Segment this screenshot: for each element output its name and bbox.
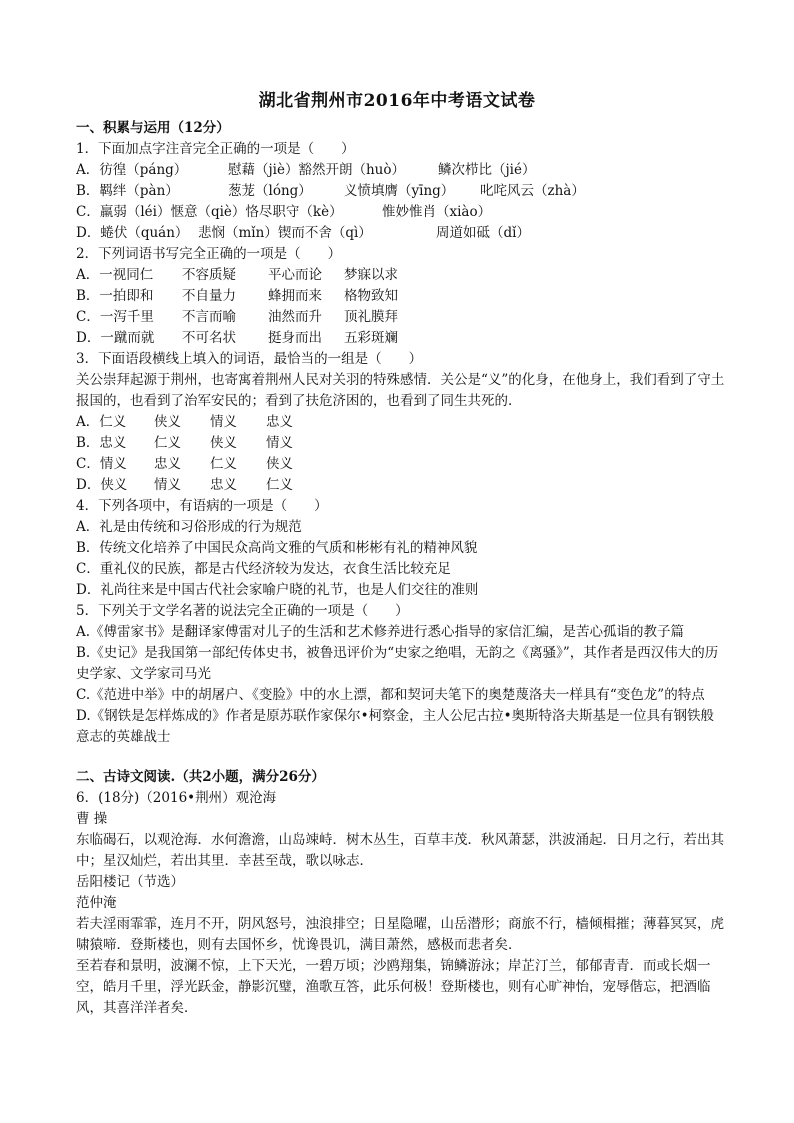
option-part: 忠义	[266, 414, 293, 430]
option-part: 仁义	[266, 477, 293, 493]
prose-paragraph-1: 若夫淫雨霏霏，连月不开，阴风怒号，浊浪排空；日星隐曜，山岳潜形；商旅不行，樯倾楫摧；薄暮冥冥，虎啸猿啼．登斯楼也，则有去国怀乡，忧谗畏讥，满目萧然，感极而悲者矣．	[76, 916, 724, 953]
option-part: 悲悯（mǐn）锲而不舍（qì）	[198, 225, 372, 241]
option-part: A．一视同仁	[76, 267, 154, 283]
section-heading-1: 一、积累与运用（12分）	[76, 120, 230, 136]
option-part: D．蜷伏（quán）	[76, 225, 189, 241]
option-part: 格物致知	[344, 288, 398, 304]
option-part: 不容质疑	[182, 267, 236, 283]
option-part: 仁义	[210, 456, 237, 472]
question-4-option-c: C．重礼仪的民族，都是古代经济较为发达，衣食生活比较充足	[76, 561, 451, 577]
option-part: 侠义	[266, 456, 293, 472]
option-part: 忠义	[154, 456, 181, 472]
option-part: 仁义	[154, 435, 181, 451]
option-part: 不可名状	[182, 330, 236, 346]
question-3-stem: 3．下面语段横线上填入的词语，最恰当的一组是（ ）	[76, 351, 423, 367]
option-part: 侠义	[210, 435, 237, 451]
section-heading-2: 二、古诗文阅读.（共2小题，满分26分）	[76, 769, 325, 785]
option-part: 鳞次栉比（jié）	[438, 162, 536, 178]
question-2-option-c	[76, 307, 726, 328]
question-2-option-b	[76, 286, 726, 307]
question-5-stem: 5．下列关于文学名著的说法完全正确的一项是（ ）	[76, 603, 409, 619]
section-spacer	[76, 748, 726, 767]
option-part: 挺身而出	[268, 330, 322, 346]
option-part: 义愤填膺（yīng）	[344, 183, 455, 199]
option-part: A．仁义	[76, 414, 127, 430]
question-4-option-b: B．传统文化培养了中国民众高尚文雅的气质和彬彬有礼的精神风貌	[76, 540, 478, 556]
question-4-option-d: D．礼尚往来是中国古代社会家喻户晓的礼节，也是人们交往的准则	[76, 582, 479, 598]
question-2-option-d	[76, 328, 726, 349]
option-part: 五彩斑斓	[344, 330, 398, 346]
option-part: B．羁绊（pàn）	[76, 183, 179, 199]
option-part: 不自量力	[182, 288, 236, 304]
option-part: A．彷徨（páng）	[76, 162, 188, 178]
question-3-option-d	[76, 475, 726, 496]
option-part: D．侠义	[76, 477, 128, 493]
option-part: 忠义	[210, 477, 237, 493]
prose-paragraph-2: 至若春和景明，波澜不惊，上下天光，一碧万顷；沙鸥翔集，锦鳞游泳；岸芷汀兰，郁郁青青．而或长烟一空，皓月千里，浮光跃金，静影沉璧，渔歌互答，此乐何极！登斯楼也，则有心旷神怡，宠辱偕忘，把酒临风，其喜洋洋者矣．	[76, 958, 711, 1016]
question-5-option-b: B.《史记》是我国第一部纪传体史书，被鲁迅评价为“史家之绝唱，无韵之《离骚》”，其作者是西汉伟大的历史学家、文学家司马光	[76, 645, 719, 682]
question-3-option-b	[76, 433, 726, 454]
option-part: 葱茏（lóng）	[228, 183, 312, 199]
option-part: B．忠义	[76, 435, 127, 451]
question-5-option-a: A.《傅雷家书》是翻译家傅雷对儿子的生活和艺术修养进行悉心指导的家信汇编，是苦心孤诣的教子篇	[76, 624, 685, 640]
question-2-stem: 2．下列词语书写完全正确的一项是（ ）	[76, 246, 342, 262]
option-part: 情义	[210, 414, 237, 430]
option-part: 蜂拥而来	[268, 288, 322, 304]
option-part: 顶礼膜拜	[344, 309, 398, 325]
question-3-option-c	[76, 454, 726, 475]
page-title: 湖北省荆州市2016年中考语文试卷	[258, 91, 536, 111]
question-1-option-c	[76, 202, 726, 223]
option-part: 不言而喻	[182, 309, 236, 325]
question-4-stem: 4．下列各项中，有语病的一项是（ ）	[76, 498, 328, 514]
option-part: 叱咤风云（zhà）	[480, 183, 585, 199]
question-1-option-a	[76, 160, 726, 181]
question-1-option-b	[76, 181, 726, 202]
option-part: 周道如砥（dǐ）	[436, 225, 530, 241]
question-5-option-d: D.《钢铁是怎样炼成的》作者是原苏联作家保尔•柯察金，主人公尼古拉•奥斯特洛夫斯基是一位具有钢铁般意志的英雄战士	[76, 708, 715, 745]
question-1-option-d	[76, 223, 726, 244]
question-2-option-a	[76, 265, 726, 286]
option-part: D．一蹴而就	[76, 330, 155, 346]
question-3-passage: 关公崇拜起源于荆州，也寄寓着荆州人民对关羽的特殊感情．关公是“义”的化身，在他身上，我们看到了守土报国的，也看到了治军安民的；看到了扶危济困的，也看到了同生共死的．	[76, 372, 725, 409]
option-part: 惟妙惟肖（xiào）	[382, 204, 492, 220]
question-4-option-a: A．礼是由传统和习俗形成的行为规范	[76, 519, 302, 535]
option-part: 慰藉（jiè）豁然开朗（huò）	[228, 162, 406, 178]
option-part: C．一泻千里	[76, 309, 154, 325]
option-part: C．情义	[76, 456, 127, 472]
option-part: C．羸弱（léi）惬意（qiè）恪尽职守（kè）	[76, 204, 343, 220]
question-1-stem: 1．下面加点字注音完全正确的一项是（ ）	[76, 141, 355, 157]
prose-title: 岳阳楼记（节选）	[76, 874, 184, 890]
option-part: 情义	[266, 435, 293, 451]
option-part: 侠义	[154, 414, 181, 430]
option-part: 油然而升	[268, 309, 322, 325]
question-3-option-a	[76, 412, 726, 433]
option-part: B．一拍即和	[76, 288, 154, 304]
question-5-option-c: C.《范进中举》中的胡屠户、《变脸》中的水上漂，都和契诃夫笔下的奥楚蔑洛夫一样具有“变色龙”的特点	[76, 687, 705, 703]
exam-body	[76, 118, 726, 1019]
poem-text: 东临碣石，以观沧海．水何澹澹，山岛竦峙．树木丛生，百草丰茂．秋风萧瑟，洪波涌起．日月之行，若出其中；星汉灿烂，若出其里．幸甚至哉，歌以咏志．	[76, 832, 724, 869]
option-part: 平心而论	[268, 267, 322, 283]
question-6-stem: 6．(18分)（2016•荆州）观沧海	[76, 790, 277, 806]
option-part: 梦寐以求	[344, 267, 398, 283]
option-part: 情义	[154, 477, 181, 493]
poem-author: 曹 操	[76, 811, 108, 827]
prose-author: 范仲淹	[76, 895, 117, 911]
